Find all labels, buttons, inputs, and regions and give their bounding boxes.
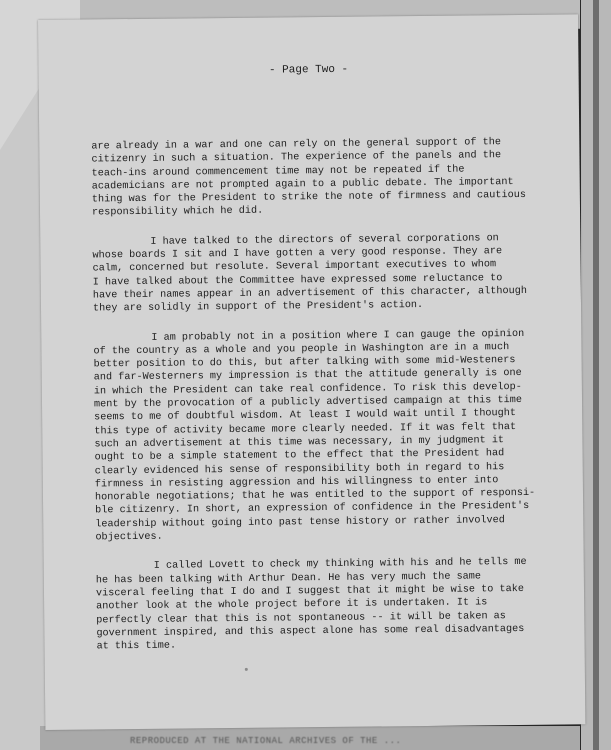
paragraph-1: are already in a war and one can rely on the general support of the citizenry in such a situation. The experience of the panels and the teach-ins around commencement time may not be repeated if the academicians are not prompted again to a public debate. The important thing was for the President to strike the note of firmness and cautious responsibility which he did. — [91, 137, 526, 219]
page-header: - Page Two - — [268, 63, 349, 77]
document-body — [91, 136, 549, 670]
page-stack-shadow — [593, 0, 599, 750]
document-page — [38, 14, 585, 730]
paragraph-3: I am probably not in a position where I can gauge the opinion of the country as a whole and you people in Washington are in a much better position to do this, but after talking with some mid-Westeners and far-Westerners my impression is that the attitude generally is one in which the President can take real confidence. To risk this develop- ment by the provocation of a publicly advertised campaign at this time seems to me of doubtful wisdom. At least I would wait until I thought this type of activity became more clearly needed. If it was felt that such an advertisement at this time was necessary, in my judgment it ought to be a simple statement to the effect that the President had clearly evidenced his sense of responsibility both in regard to his firmness in resisting aggression and his willingness to enter into honorable negotiations; that he was entitled to the support of responsi- ble citizenry. In short, an expression of confidence in the President's leadership without going into past tense history or rather involved objectives. — [93, 328, 536, 544]
paragraph-4: I called Lovett to check my thinking with his and he tells me he has been talking with Arthur Dean. He has very much the same visceral feeling that I do and I suggest that it might be wise to take another look at the whole project before it is undertaken. It is perfectly clear that this is not spontaneous -- it will be taken as government inspired, and this aspect alone has some real disadvantages at this time. — [95, 557, 527, 653]
background-bottom-page-edge — [40, 726, 580, 750]
paragraph-2: I have talked to the directors of several corporations on whose boards I sit and I have gotten a very good response. They are calm, concerned but resolute. Several important executives to whom I have talked about the Committee have expressed some reluctance to have their names appear in an advertisement of this character, although they are solidly in support of the President's action. — [92, 232, 527, 315]
archive-stamp-text: REPRODUCED AT THE NATIONAL ARCHIVES OF THE ... — [130, 736, 402, 746]
scan-speck — [245, 668, 248, 671]
